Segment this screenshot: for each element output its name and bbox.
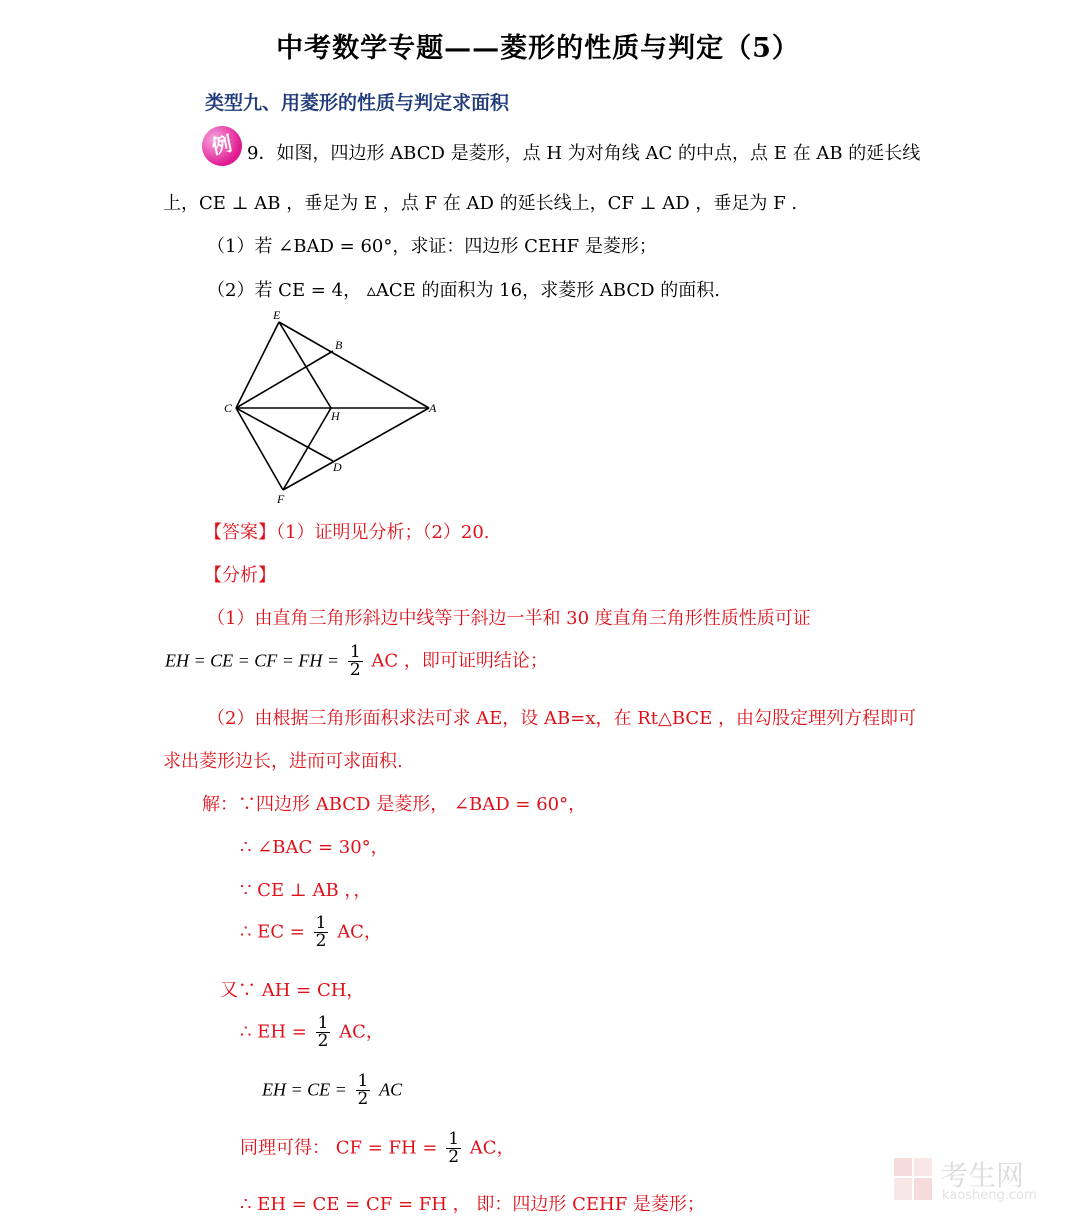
problem-line-2: 上，CE ⊥ AB ，垂足为 E ，点 F 在 AD 的延长线上，CF ⊥ AD ，垂足为 F . <box>163 193 798 214</box>
fraction-half <box>316 1015 331 1050</box>
frac-den: 2 <box>448 1147 460 1167</box>
question-1: （1）若 ∠BAD = 60°，求证：四边形 CEHF 是菱形； <box>207 236 657 257</box>
formula-text: EH = CE = CF = FH = <box>165 650 340 671</box>
frac-num: 1 <box>357 1071 369 1091</box>
watermark-url: kaosheng.com <box>942 1188 1037 1203</box>
fraction-half <box>446 1131 461 1166</box>
step7-left: EH = CE = <box>262 1079 347 1100</box>
solution-step-6 <box>240 1015 384 1050</box>
solution-step-7 <box>262 1073 402 1108</box>
label-a: A <box>429 401 437 415</box>
page-title: 中考数学专题——菱形的性质与判定（5） <box>276 33 800 64</box>
step6-right: AC， <box>339 1021 384 1043</box>
step4-right: AC， <box>337 921 382 943</box>
analysis-p1: （1）由直角三角形斜边中线等于斜边一半和 30 度直角三角形性质性质可证 <box>207 608 811 629</box>
problem-line-1: 9．如图，四边形 ABCD 是菱形，点 H 为对角线 AC 的中点，点 E 在 AB 的延长线 <box>247 143 921 164</box>
solution-step-9: ∴ EH = CE = CF = FH ， 即：四边形 CEHF 是菱形； <box>240 1194 705 1215</box>
solution-step-2: ∴ ∠BAC = 30°， <box>240 837 389 858</box>
frac-den: 2 <box>349 660 361 680</box>
fraction-half <box>314 915 329 950</box>
step4-left: ∴ EC = <box>240 921 305 943</box>
answer-line: 【答案】（1）证明见分析；（2）20. <box>204 522 490 543</box>
frac-num: 1 <box>349 642 361 662</box>
step6-left: ∴ EH = <box>240 1021 307 1043</box>
solution-step-3: ∵ CE ⊥ AB ，， <box>240 880 372 901</box>
label-c: C <box>224 401 233 415</box>
watermark-name: 考生网 <box>940 1159 1025 1192</box>
solution-step-8 <box>240 1131 515 1166</box>
frac-num: 1 <box>315 913 327 933</box>
solution-step-4 <box>240 915 382 950</box>
fraction-half <box>348 644 363 679</box>
formula-tail: AC ，即可证明结论； <box>371 650 548 672</box>
frac-num: 1 <box>448 1129 460 1149</box>
segment-eh <box>279 322 331 408</box>
label-d: D <box>333 460 342 474</box>
analysis-p1-formula <box>165 644 548 679</box>
watermark <box>892 1154 1052 1210</box>
frac-den: 2 <box>357 1089 369 1109</box>
label-h: H <box>331 409 340 423</box>
analysis-p2: （2）由根据三角形面积求法可求 AE，设 AB=x，在 Rt△BCE ，由勾股定理列方程即可 <box>207 708 917 729</box>
frac-den: 2 <box>315 931 327 951</box>
frac-num: 1 <box>317 1013 329 1033</box>
label-e: E <box>273 308 281 322</box>
fraction-half <box>356 1073 371 1108</box>
analysis-heading: 【分析】 <box>204 565 276 586</box>
segment-hf <box>283 408 331 490</box>
segment-ea <box>279 322 429 408</box>
label-b: B <box>335 338 343 352</box>
segment-fa <box>283 408 429 490</box>
frac-den: 2 <box>317 1031 329 1051</box>
label-f: F <box>277 492 285 506</box>
step8-left: 同理可得： CF = FH = <box>240 1137 438 1159</box>
solution-step-5: 又∵ AH = CH， <box>220 980 365 1001</box>
solution-step-1: 解：∵四边形 ABCD 是菱形， ∠BAD = 60°， <box>202 794 587 815</box>
rhombus-figure <box>215 305 450 510</box>
example-badge-icon: 例 <box>198 122 245 169</box>
step7-right: AC <box>379 1079 403 1100</box>
analysis-p2b: 求出菱形边长，进而可求面积. <box>163 751 403 772</box>
question-2: （2）若 CE = 4， ▵ACE 的面积为 16，求菱形 ABCD 的面积. <box>207 280 721 301</box>
step8-right: AC， <box>469 1137 515 1159</box>
section-heading: 类型九、用菱形的性质与判定求面积 <box>205 92 510 114</box>
watermark-logo-icon <box>892 1156 934 1202</box>
